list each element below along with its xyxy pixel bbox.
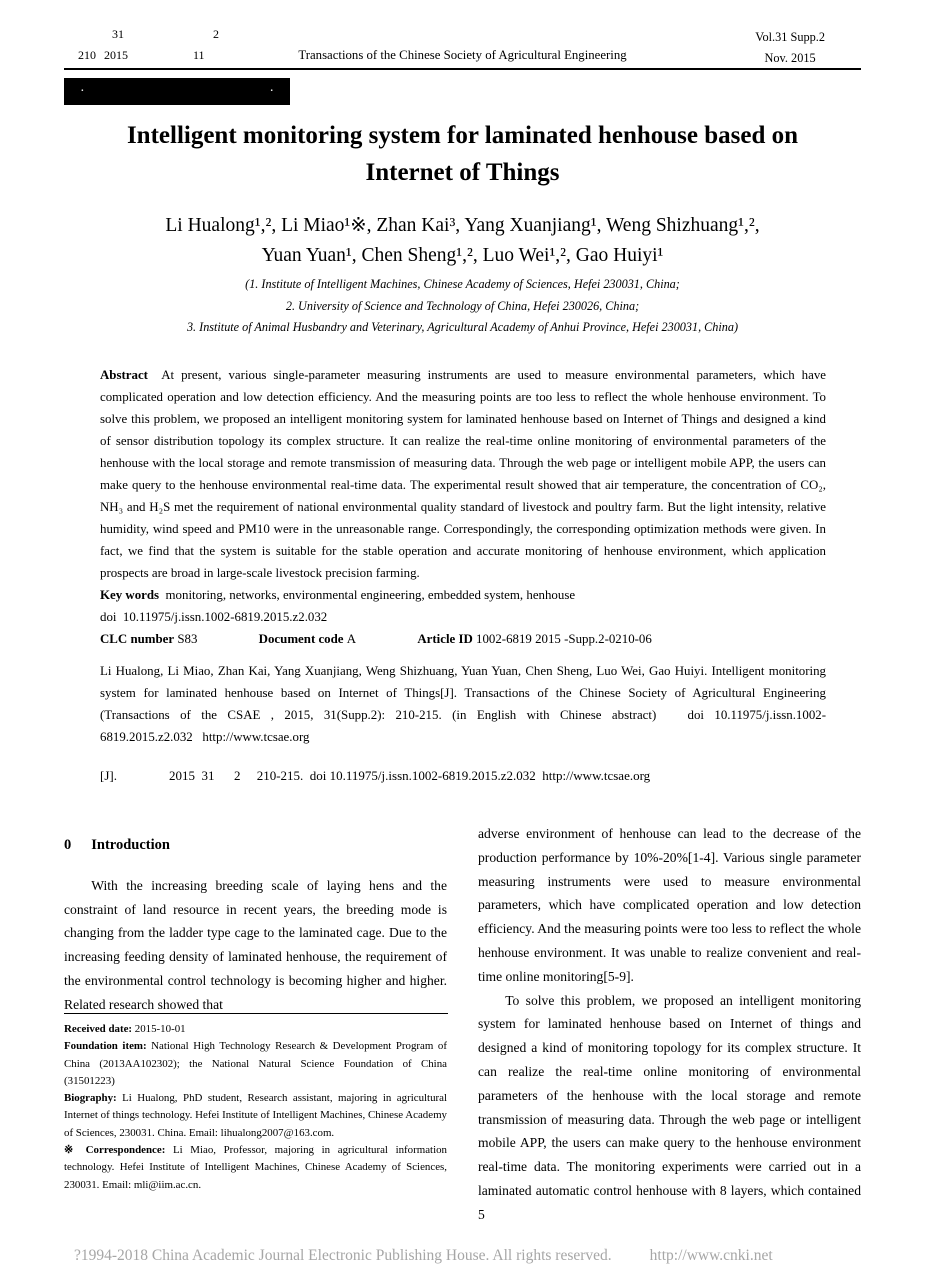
section-title: Introduction: [91, 837, 170, 853]
journal-volume-en: Vol.31 Supp.2: [755, 30, 825, 44]
left-column: [64, 828, 447, 1017]
body-paragraph-continued: adverse environment of henhouse can lead to the decrease of the production performance by 10%-20%[1-4]. Various single parameter measuring instruments were used to measure environmental parameters, which have complicated operation and low detection efficiency. And the measuring points were too less to reflect the whole henhouse environment. It was unable to realize convenient and real-time online monitoring[5-9].: [478, 826, 861, 984]
article-id-value: 1002-6819 2015 -Supp.2-0210-06: [472, 632, 652, 646]
journal-name-en: Transactions of the Chinese Society of Agricultural Engineering: [298, 48, 627, 62]
affiliation-3: 3. Institute of Animal Husbandry and Veterinary, Agricultural Academy of Anhui Province, Hefei 230031, China): [186, 320, 739, 334]
keywords-label: Key words: [100, 588, 160, 602]
copyright-footer: [74, 1247, 861, 1265]
footnote-block: [64, 1021, 447, 1194]
clc-label: CLC number: [100, 632, 175, 646]
journal-volume-block: [755, 27, 825, 69]
footnote-correspondence-label: ※ Correspondence:: [64, 1144, 166, 1157]
footnote-received-label: Received date:: [64, 1023, 133, 1035]
paper-title-line1: Intelligent monitoring system for laminated henhouse based on: [126, 122, 799, 149]
journal-date-en: Nov. 2015: [764, 51, 816, 65]
citation-cn: [J]. 2015 31 2 210-215. doi 10.11975/j.issn.1002-6819.2015.z2.032 http://www.tcsae.org: [100, 768, 651, 783]
footnote-foundation-text: National High Technology Research & Development Program of China (2013AA102302); the National Natural Science Foundation of China (31501223): [64, 1040, 447, 1087]
keywords-line: [100, 584, 826, 606]
journal-volume-cn: 31: [112, 27, 124, 41]
footnote-biography-text: Li Hualong, PhD student, Research assistant, majoring in agricultural Internet of things technology. Hefei Institute of Intelligent Machines, Chinese Academy of Sciences, 230031. China. Email: lihualong2007@163.com.: [64, 1092, 447, 1139]
footnote-received-text: 2015-10-01: [132, 1023, 186, 1035]
footnote-divider: [64, 1013, 448, 1014]
page-number: 210: [78, 48, 96, 62]
section-number: 0: [64, 837, 72, 853]
footnote-foundation-label: Foundation item:: [64, 1040, 147, 1053]
footnote-biography: [64, 1090, 447, 1142]
abstract-block: [100, 364, 826, 650]
doi-line: doi 10.11975/j.issn.1002-6819.2015.z2.032: [100, 610, 328, 624]
copyright-text: ?1994-2018 China Academic Journal Electronic Publishing House. All rights reserved.: [74, 1247, 612, 1264]
cnki-url: http://www.cnki.net: [649, 1247, 773, 1264]
clc-pair: [100, 632, 197, 646]
banner-dot-left: ·: [80, 83, 85, 99]
clc-line: [100, 628, 826, 650]
article-id-pair: [417, 632, 652, 646]
footnote-received: [64, 1021, 447, 1038]
banner-dot-right: ·: [269, 83, 274, 99]
doc-code-label: Document code: [258, 632, 344, 646]
keywords-text: monitoring, networks, environmental engineering, embedded system, henhouse: [159, 588, 576, 602]
footnote-biography-label: Biography:: [64, 1092, 117, 1105]
author-line1: Li Hualong¹,², Li Miao¹※, Zhan Kai³, Yang Xuanjiang¹, Weng Shizhuang¹,²,: [165, 215, 760, 236]
column-banner: [64, 78, 290, 105]
intro-paragraph: With the increasing breeding scale of laying hens and the constraint of land resource in recent years, the breeding mode is changing from the ladder type cage to the laminated cage. Due to the increasing feeding density of laminated henhouse, the requirement of the environmental control technology is becoming higher and higher. Related research showed that: [64, 877, 447, 1012]
paper-title-line2: Internet of Things: [365, 159, 560, 186]
doc-code-pair: [259, 632, 356, 646]
journal-year-cn: 2015: [104, 48, 128, 62]
abstract-paragraph: [100, 364, 826, 584]
body-paragraph-2: To solve this problem, we proposed an intelligent monitoring system for laminated henhouse based on Internet of things and designed a kind of monitoring topology for its complex structure. It can realize the real-time online monitoring of environmental parameters of the henhouse with the local storage and remote transmission of measuring data. Through the web page or intelligent mobile APP, the users can make query to the henhouse environment real-time data. The monitoring experiments were carried out in a laminated automatic control henhouse with 8 layers, which contained 5: [478, 992, 861, 1222]
paper-title: [0, 117, 925, 191]
journal-month-cn: 11: [193, 48, 205, 62]
citation-en: [100, 660, 826, 748]
header-divider: [64, 68, 861, 70]
author-list: [0, 211, 925, 271]
article-id-label: Article ID: [417, 632, 473, 646]
citation-en-text: Li Hualong, Li Miao, Zhan Kai, Yang Xuanjiang, Weng Shizhuang, Yuan Yuan, Chen Sheng, Luo Wei, Gao Huiyi. Intelligent monitoring system for laminated henhouse based on Internet of Things[J]. Transactions of the Chinese Society of Agricultural Engineering (Transactions of the CSAE , 2015, 31(Supp.2): 210-215. (in English with Chinese abstract) doi 10.11975/j.issn.1002-6819.2015.z2.032 http://www.tcsae.org: [100, 664, 826, 744]
affiliations: [0, 274, 925, 339]
abstract-label: Abstract: [100, 368, 148, 382]
affiliation-1: (1. Institute of Intelligent Machines, Chinese Academy of Sciences, Hefei 230031, China;: [245, 277, 680, 291]
right-column: [478, 822, 861, 1227]
section-heading-introduction: [64, 834, 447, 858]
author-line2: Yuan Yuan¹, Chen Sheng¹,², Luo Wei¹,², Gao Huiyi¹: [261, 245, 664, 266]
journal-issue-cn: 2: [213, 27, 219, 41]
abstract-text: At present, various single-parameter measuring instruments are used to measure environmental parameters, which have complicated operation and low detection efficiency. And the measuring points are too less to reflect the whole henhouse environment. To solve this problem, we proposed an intelligent monitoring system for laminated henhouse based on Internet of Things and designed a kind of sensor distribution topology its complex structure. It can realize the real-time online monitoring of environmental parameters of the henhouse with the local storage and remote transmission of measuring data. Through the web page or intelligent mobile APP, the users can make query to the henhouse environmental real-time data. The experimental result showed that air temperature, the concentration of CO₂, NH₃ and H₂S met the requirement of national environmental quality standard of livestock and poultry farm. But the light intensity, relative humidity, wind speed and PM10 were in the unreasonable range. Correspondingly, the corresponding optimization methods were given. In fact, we find that the system is suitable for the stable operation and accurate monitoring of henhouse environment, which application prospects are broad in large-scale livestock precision farming.: [100, 368, 826, 580]
footnote-correspondence-text: Li Miao, Professor, majoring in agricultural information technology. Hefei Institute of Intelligent Machines, Chinese Academy of Sciences, 230031. Email: mli@iim.ac.cn.: [64, 1144, 447, 1191]
clc-value: S83: [174, 632, 198, 646]
footnote-correspondence: [64, 1142, 447, 1194]
footnote-foundation: [64, 1038, 447, 1090]
affiliation-2: 2. University of Science and Technology of China, Hefei 230026, China;: [285, 298, 640, 313]
doc-code-value: A: [343, 632, 357, 646]
